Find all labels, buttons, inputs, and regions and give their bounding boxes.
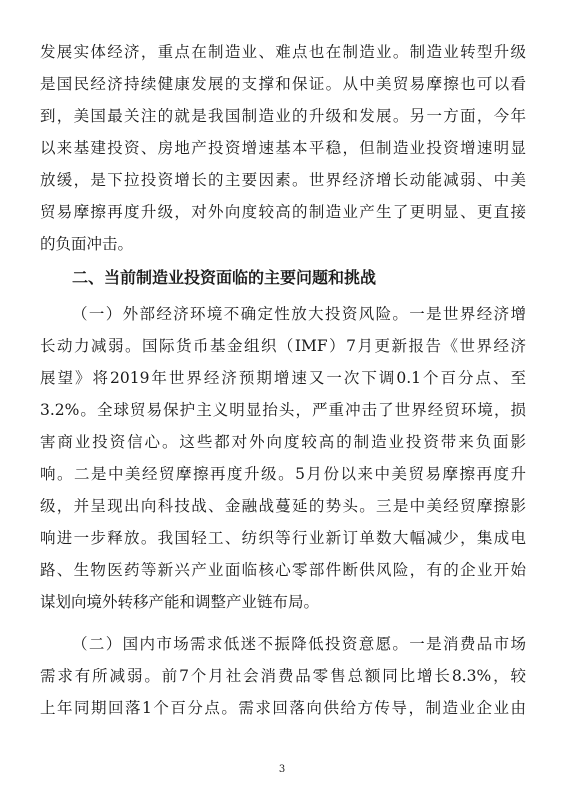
paragraph-line: 需求有所减弱。前7个月社会消费品零售总额同比增长8.3%，较 bbox=[40, 667, 526, 685]
paragraph-line: 放缓，是下拉投资增长的主要因素。世界经济增长动能减弱、中美 bbox=[40, 171, 526, 189]
paragraph-line: 响进一步释放。我国轻工、纺织等行业新订单数大幅减少，集成电 bbox=[40, 529, 526, 547]
paragraph-line: 长动力减弱。国际货币基金组织（IMF）7月更新报告《世界经济 bbox=[40, 337, 526, 355]
paragraph-line: 路、生物医药等新兴产业面临核心零部件断供风险，有的企业开始 bbox=[40, 561, 526, 579]
paragraph-line: （二）国内市场需求低迷不振降低投资意愿。一是消费品市场 bbox=[72, 635, 526, 653]
paragraph-line: 以来基建投资、房地产投资增速基本平稳，但制造业投资增速明显 bbox=[40, 139, 526, 157]
paragraph-line: 贸易摩擦再度升级，对外向度较高的制造业产生了更明显、更直接 bbox=[40, 203, 526, 221]
paragraph-line: 级，并呈现出向科技战、金融战蔓延的势头。三是中美经贸摩擦影 bbox=[40, 497, 526, 515]
paragraph-line: 谋划向境外转移产能和调整产业链布局。 bbox=[40, 593, 320, 611]
section-heading: 二、当前制造业投资面临的主要问题和挑战 bbox=[72, 268, 377, 287]
paragraph-line: 害商业投资信心。这些都对外向度较高的制造业投资带来负面影 bbox=[40, 433, 526, 451]
paragraph-line: 是国民经济持续健康发展的支撑和保证。从中美贸易摩擦也可以看 bbox=[40, 75, 526, 93]
paragraph-line: 到，美国最关注的就是我国制造业的升级和发展。另一方面，今年 bbox=[40, 107, 526, 125]
paragraph-line: 的负面冲击。 bbox=[40, 235, 134, 253]
page-number: 3 bbox=[278, 764, 286, 775]
paragraph-line: 响。二是中美经贸摩擦再度升级。5月份以来中美贸易摩擦再度升 bbox=[40, 465, 526, 483]
paragraph-line: 发展实体经济，重点在制造业、难点也在制造业。制造业转型升级 bbox=[40, 43, 526, 61]
paragraph-line: （一）外部经济环境不确定性放大投资风险。一是世界经济增 bbox=[72, 305, 526, 323]
paragraph-line: 展望》将2019年世界经济预期增速又一次下调0.1个百分点、至 bbox=[40, 369, 526, 387]
paragraph-line: 上年同期回落1个百分点。需求回落向供给方传导，制造业企业由 bbox=[40, 699, 526, 717]
paragraph-line: 3.2%。全球贸易保护主义明显抬头，严重冲击了世界经贸环境，损 bbox=[40, 401, 526, 419]
